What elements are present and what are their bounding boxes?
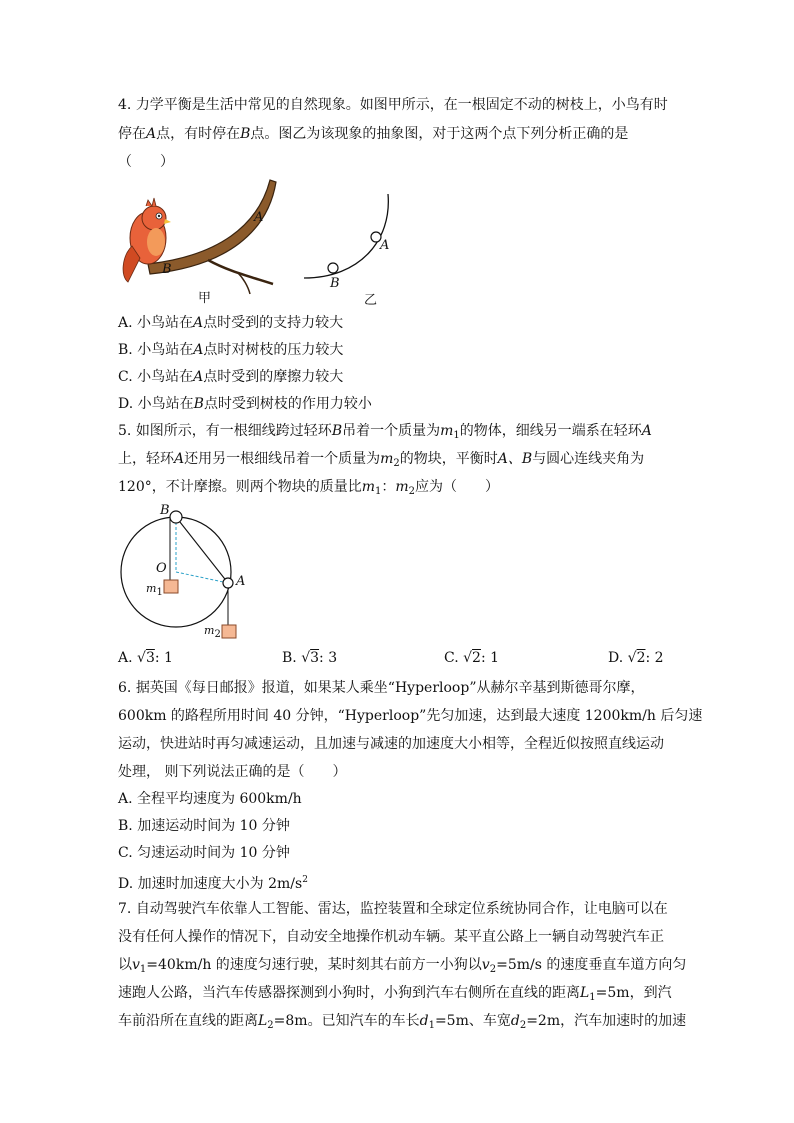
q5-line2: 上，轻环A还用另一根细线吊着一个质量为$m_2$的物块，平衡时A、B与圆心连线夹角为 xyxy=(118,451,645,469)
q4-option-a: A. 小鸟站在A点时受到的支持力较大 xyxy=(118,315,344,331)
q7-line1: 7. 自动驾驶汽车依靠人工智能、雷达，监控装置和全球定位系统协同合作，让电脑可以在 xyxy=(118,901,668,917)
fig-yi-label-B: B xyxy=(330,276,340,291)
fig-q5-label-O: O xyxy=(156,561,167,576)
q4-line1: 4. 力学平衡是生活中常见的自然现象。如图甲所示，在一根固定不动的树枝上，小鸟有时 xyxy=(118,97,668,113)
q7-line3: 以$v_1=40km/h$ 的速度匀速行驶，某时刻其右前方一小狗以$v_2=5m/s$ 的速度垂直车道方向匀 xyxy=(118,957,687,975)
q4-line2: 停在A点，有时停在B点。图乙为该现象的抽象图，对于这两个点下列分析正确的是 xyxy=(118,126,629,142)
q6-option-a: A. 全程平均速度为 600km/h xyxy=(118,791,302,807)
fig-jia-label-A: A xyxy=(254,210,264,225)
q5-option-d: D. √2: 2 xyxy=(608,650,664,666)
q6-line1: 6. 据英国《每日邮报》报道，如果某人乘坐“Hyperloop”从赫尔辛基到斯德哥尔摩， xyxy=(118,680,645,696)
q6-option-c: C. 匀速运动时间为 10 分钟 xyxy=(118,845,290,861)
fig-q5-label-m1: m1 xyxy=(146,582,163,598)
q5-option-b: B. √3: 3 xyxy=(282,650,338,666)
fig-q5-label-B: B xyxy=(160,503,170,518)
q5-line1: 5. 如图所示，有一根细线跨过轻环B吊着一个质量为$m_1$的物体，细线另一端系在轻环A xyxy=(118,423,652,441)
q4-option-b: B. 小鸟站在A点时对树枝的压力较大 xyxy=(118,342,344,358)
fig-yi-label-A: A xyxy=(380,238,390,253)
fig-jia-caption: 甲 xyxy=(198,291,212,306)
q7-line2: 没有任何人操作的情况下，自动安全地操作机动车辆。某平直公路上一辆自动驾驶汽车正 xyxy=(118,929,664,945)
q7-line4: 速跑人公路，当汽车传感器探测到小狗时，小狗到汽车右侧所在直线的距离$L_1=5m$，到汽 xyxy=(118,985,672,1003)
q4-option-c: C. 小鸟站在A点时受到的摩擦力较大 xyxy=(118,369,344,385)
q4-line3: （ ） xyxy=(118,154,174,170)
fig-q5-label-m2: m2 xyxy=(204,624,221,640)
q7-line5: 车前沿所在直线的距离$L_2=8m$。已知汽车的车长$d_1=5m$、车宽$d_2=2m$，汽车加速时的加速 xyxy=(118,1013,687,1031)
fig-yi-caption: 乙 xyxy=(364,293,378,308)
q5-option-a: A. √3: 1 xyxy=(118,650,173,666)
q5-line3: 120°，不计摩擦。则两个物块的质量比$m_1$：$m_2$应为（ ） xyxy=(118,479,500,497)
q6-line3: 运动，快进站时再匀减速运动，且加速与减速的加速度大小相等，全程近似按照直线运动 xyxy=(118,736,664,752)
q4-option-d: D. 小鸟站在B点时受到树枝的作用力较小 xyxy=(118,396,372,412)
fig-jia-label-B: B xyxy=(162,262,172,277)
q6-line2: 600km 的路程所用时间 40 分钟，“Hyperloop”先匀加速，达到最大速度 1200km/h 后匀速 xyxy=(118,708,703,724)
fig-q5-label-A: A xyxy=(236,574,246,589)
q6-option-d: D. 加速时加速度大小为 $2m/s^2$ xyxy=(118,875,308,892)
q6-option-b: B. 加速运动时间为 10 分钟 xyxy=(118,818,290,834)
q5-option-c: C. √2: 1 xyxy=(444,650,500,666)
q6-line4: 处理， 则下列说法正确的是（ ） xyxy=(118,764,347,780)
